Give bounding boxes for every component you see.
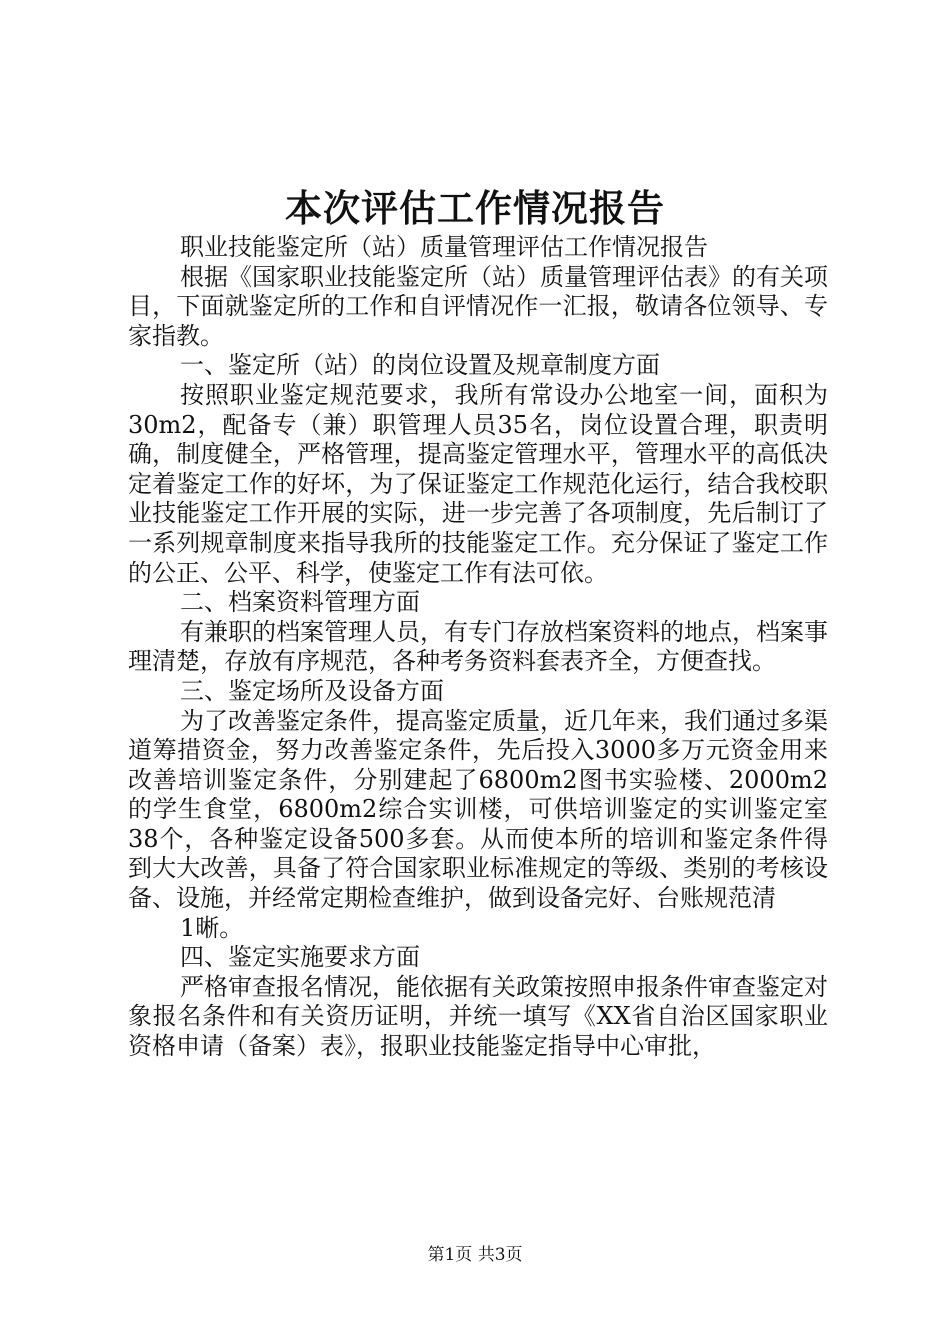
report-subtitle: 职业技能鉴定所（站）质量管理评估工作情况报告 xyxy=(180,233,708,261)
section-1-paragraph: 按照职业鉴定规范要求，我所有常设办公地室一间，面积为30m2，配备专（兼）职管理人员35名，岗位设置合理，职责明确，制度健全，严格管理，提高鉴定管理水平，管理水平的高低决定着鉴定工作的好坏，为了保证鉴定工作规范化运行，结合我校职业技能鉴定工作开展的实际，进一步完善了各项制度，先后制订了一系列规章制度来指导我所的技能鉴定工作。充分保证了鉴定工作的公正、公平、科学，使鉴定工作有法可依。 xyxy=(128,380,828,587)
section-4-paragraph: 严格审查报名情况，能依据有关政策按照申报条件审查鉴定对象报名条件和有关资历证明，并统一填写《XX省自治区国家职业资格申请（备案）表》，报职业技能鉴定指导中心审批， xyxy=(128,972,828,1061)
section-3-fragment: 1晰。 xyxy=(180,913,244,942)
section-heading-4: 四、鉴定实施要求方面 xyxy=(180,943,420,972)
section-heading-3: 三、鉴定场所及设备方面 xyxy=(180,676,444,705)
section-2-paragraph: 有兼职的档案管理人员，有专门存放档案资料的地点，档案事理清楚，存放有序规范，各种考务资料套表齐全，方便查找。 xyxy=(128,617,828,676)
document-body xyxy=(128,233,828,1062)
section-heading-1: 一、鉴定所（站）的岗位设置及规章制度方面 xyxy=(180,351,660,380)
section-3-paragraph: 为了改善鉴定条件，提高鉴定质量，近几年来，我们通过多渠道筹措资金，努力改善鉴定条件，先后投入3000多万元资金用来改善培训鉴定条件，分别建起了6800m2图书实验楼、2000m2的学生食堂，6800m2综合实训楼，可供培训鉴定的实训鉴定室38个，各种鉴定设备500多套。从而使本所的培训和鉴定条件得到大大改善，具备了符合国家职业标准规定的等级、类别的考核设备、设施，并经常定期检查维护，做到设备完好、台账规范清 xyxy=(128,706,828,913)
section-heading-2: 二、档案资料管理方面 xyxy=(180,588,420,617)
page-footer: 第1页 共3页 xyxy=(427,1245,523,1265)
intro-paragraph: 根据《国家职业技能鉴定所（站）质量管理评估表》的有关项目，下面就鉴定所的工作和自评情况作一汇报，敬请各位领导、专家指教。 xyxy=(128,262,828,350)
document-title: 本次评估工作情况报告 xyxy=(285,186,665,230)
